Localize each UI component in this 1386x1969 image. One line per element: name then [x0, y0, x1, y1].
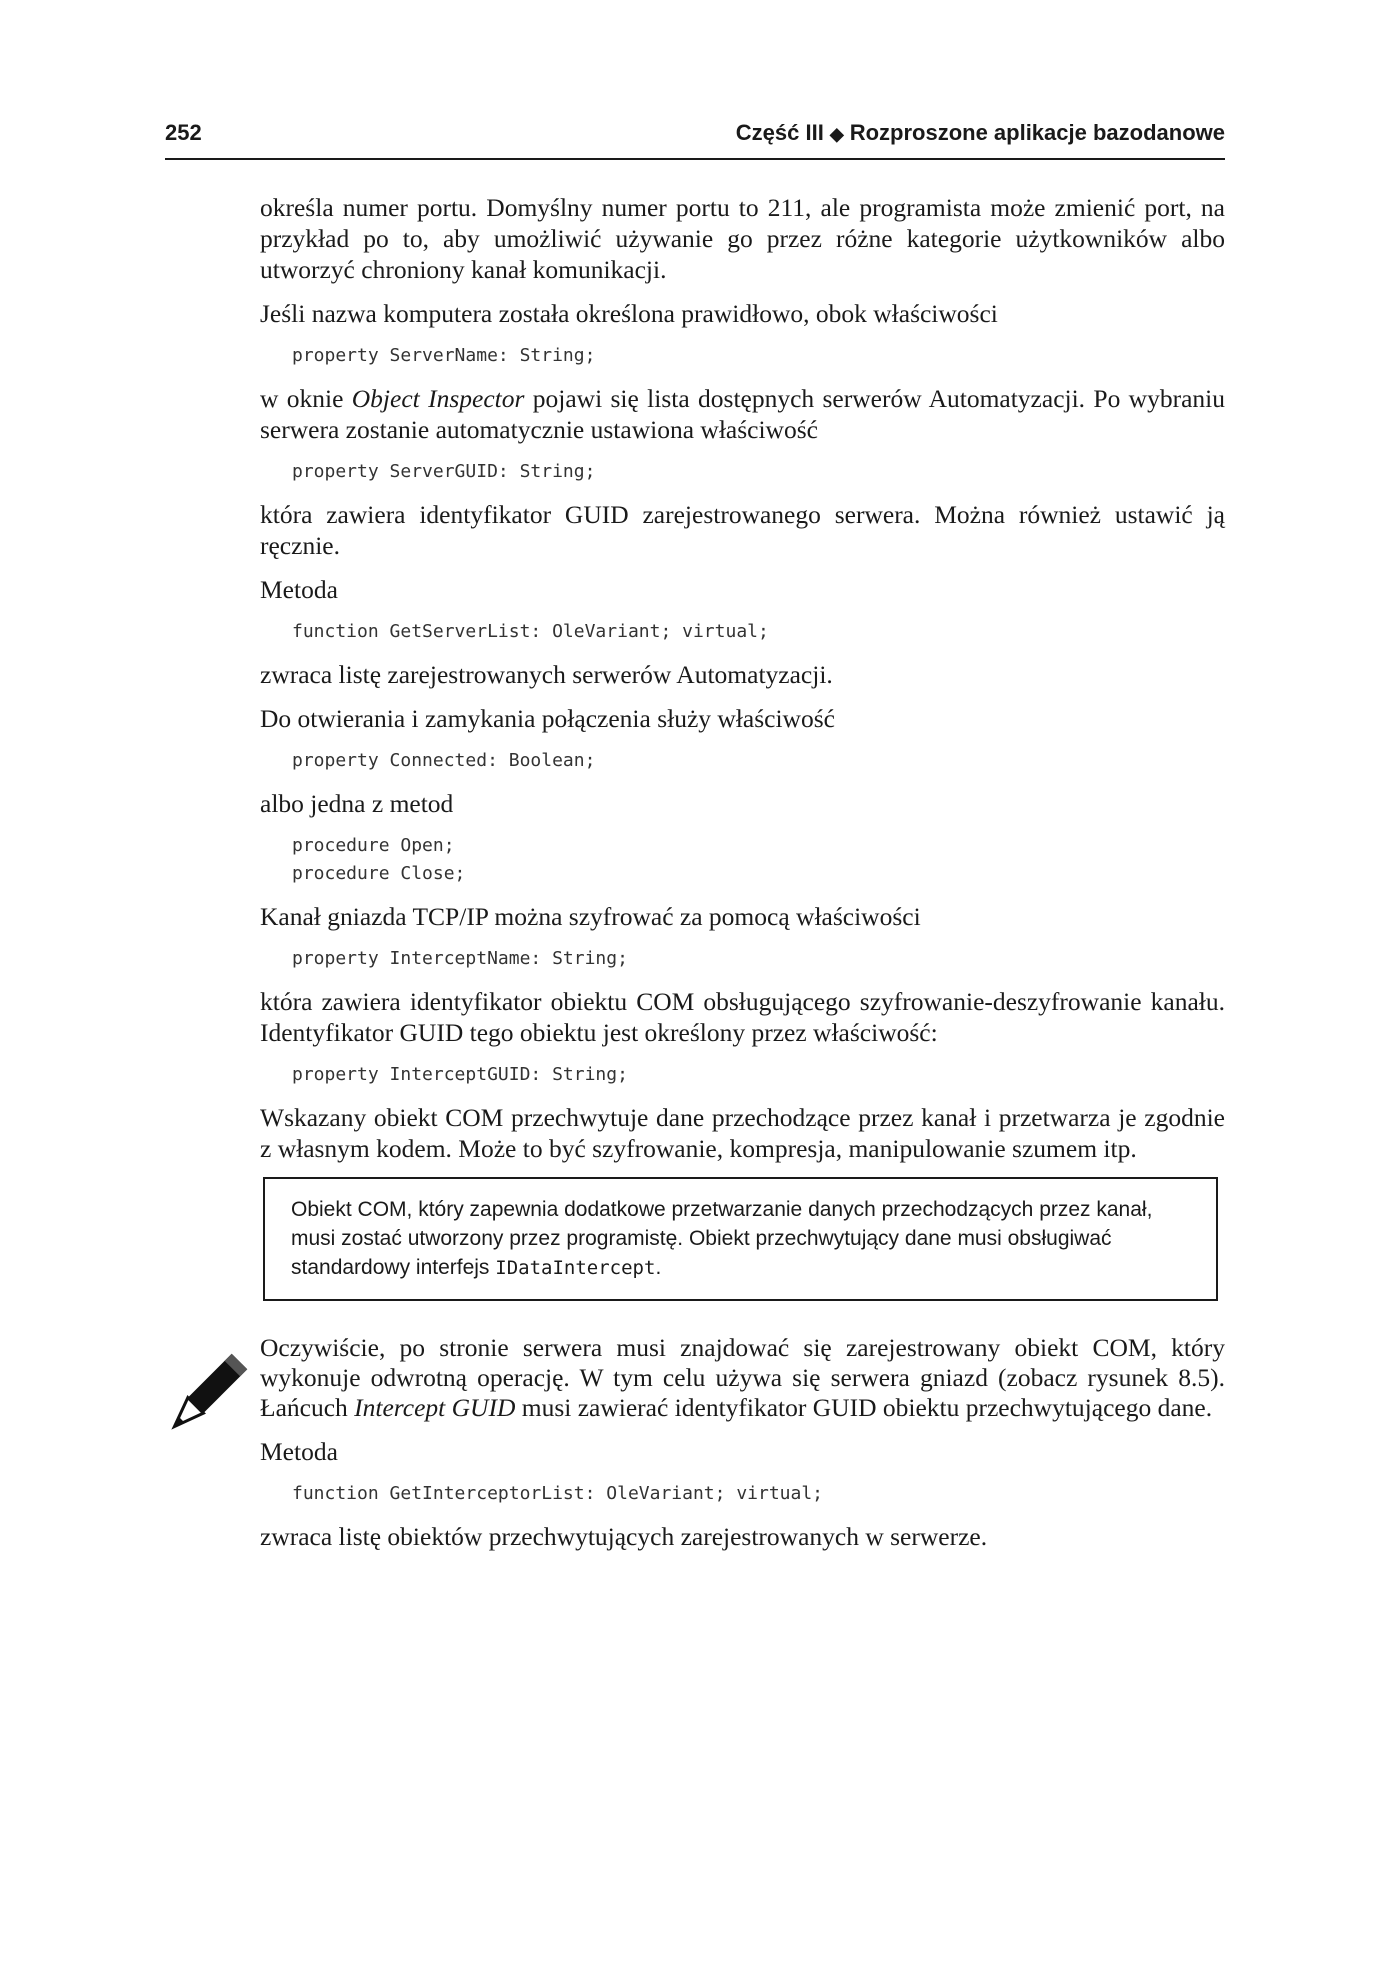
italic-term: Intercept GUID: [354, 1393, 516, 1422]
paragraph: Do otwierania i zamykania połączenia służy właściwość: [260, 704, 835, 733]
note-text: Obiekt COM, który zapewnia dodatkowe przetwarzanie danych przechodzących przez kanał, musi zostać utworzony przez programistę. Obiekt przechwytujący dane musi obsługiwać standardowy interfejs: [291, 1198, 1153, 1279]
paragraph: Metoda: [260, 575, 338, 604]
code-listing: property InterceptGUID: String;: [292, 1064, 628, 1085]
code-listing: property ServerName: String;: [292, 345, 596, 366]
paragraph: Kanał gniazda TCP/IP można szyfrować za pomocą właściwości: [260, 902, 921, 931]
paragraph: zwraca listę zarejestrowanych serwerów Automatyzacji.: [260, 660, 833, 689]
page-number: 252: [165, 120, 202, 145]
running-header: [165, 118, 1225, 160]
paragraph: Jeśli nazwa komputera została określona prawidłowo, obok właściwości: [260, 299, 998, 328]
code-listing: property ServerGUID: String;: [292, 461, 596, 482]
pencil-icon: [155, 1352, 249, 1446]
chapter-heading: [736, 120, 1225, 146]
paragraph: która zawiera identyfikator obiektu COM obsługującego szyfrowanie-deszyfrowanie kanału. Identyfikator GUID tego obiektu jest określony przez właściwość:: [260, 987, 1225, 1047]
diamond-icon: ◆: [829, 124, 844, 144]
note-box: Obiekt COM, który zapewnia dodatkowe przetwarzanie danych przechodzących przez kanał, musi zostać utworzony przez programistę. Obiekt przechwytujący dane musi obsługiwać standardowy interfejs IDataIntercept.: [263, 1177, 1218, 1301]
paragraph: która zawiera identyfikator GUID zarejestrowanego serwera. Można również ustawić ją ręcznie.: [260, 500, 1225, 560]
paragraph: w oknie Object Inspector pojawi się lista dostępnych serwerów Automatyzacji. Po wybraniu serwera zostanie automatycznie ustawiona właściwość: [260, 384, 1225, 444]
code-listing: function GetInterceptorList: OleVariant; virtual;: [292, 1483, 824, 1504]
paragraph: Oczywiście, po stronie serwera musi znajdować się zarejestrowany obiekt COM, który wykonuje odwrotną operację. W tym celu używa się serwera gniazd (zobacz rysunek 8.5). Łańcuch Intercept GUID musi zawierać identyfikator GUID obiektu przechwytującego dane.: [260, 1333, 1225, 1422]
italic-term: Object Inspector: [351, 384, 525, 413]
paragraph: określa numer portu. Domyślny numer portu to 211, ale programista może zmienić port, na przykład po to, aby umożliwić używanie go przez różne kategorie użytkowników albo utworzyć chroniony kanał komunikacji.: [260, 193, 1225, 284]
paragraph: Wskazany obiekt COM przechwytuje dane przechodzące przez kanał i przetwarza je zgodnie z własnym kodem. Może to być szyfrowanie, kompresja, manipulowanie szumem itp.: [260, 1103, 1225, 1163]
paragraph: albo jedna z metod: [260, 789, 454, 818]
note-code: IDataIntercept: [495, 1257, 656, 1279]
page-body: [260, 192, 1225, 1565]
paragraph: Metoda: [260, 1437, 338, 1466]
chapter-title: Rozproszone aplikacje bazodanowe: [849, 120, 1225, 145]
paragraph: zwraca listę obiektów przechwytujących zarejestrowanych w serwerze.: [260, 1522, 988, 1551]
code-listing: property InterceptName: String;: [292, 948, 628, 969]
code-listing: function GetServerList: OleVariant; virtual;: [292, 621, 769, 642]
code-listing: procedure Open; procedure Close;: [292, 835, 466, 884]
part-label: Część III: [735, 120, 824, 145]
code-listing: property Connected: Boolean;: [292, 750, 596, 771]
